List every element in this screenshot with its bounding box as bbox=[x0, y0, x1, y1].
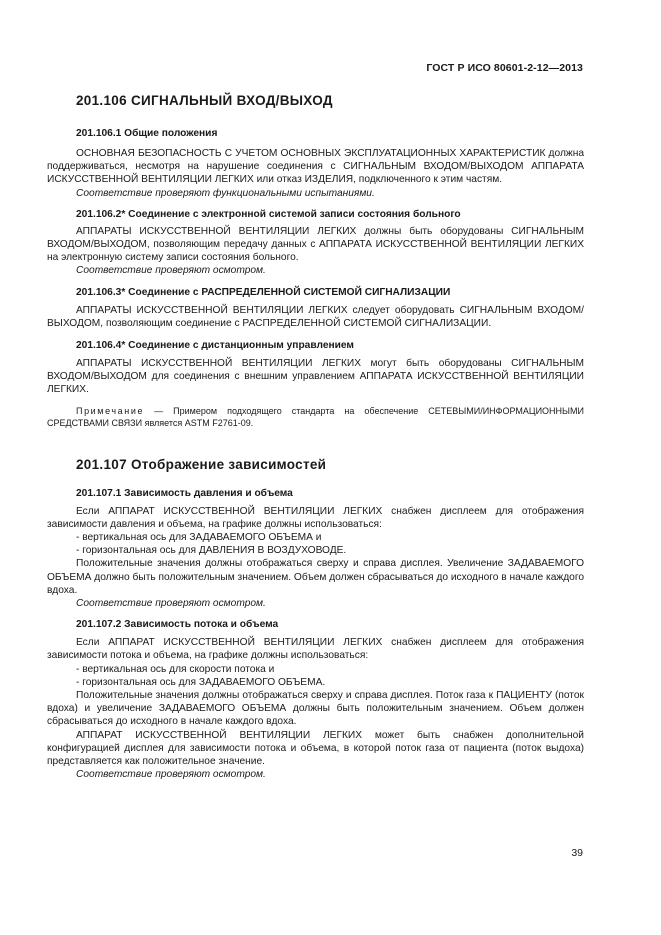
subsection-title-201-106-1: 201.106.1 Общие положения bbox=[76, 128, 218, 139]
list-item: - горизонтальная ось для ДАВЛЕНИЯ В ВОЗДУХОВОДЕ. bbox=[76, 545, 347, 557]
paragraph: Положительные значения должны отображаться сверху и справа дисплея. Поток газа к ПАЦИЕНТУ (поток вдоха) и увеличение ЗАДАВАЕМОГО ОБЪЕМА должны быть положительным значением. Объем должен сбрасываться до исходного в начале каждого вдоха. bbox=[47, 690, 584, 728]
subsection-title-201-107-1: 201.107.1 Зависимость давления и объема bbox=[76, 487, 293, 499]
list-item: - вертикальная ось для скорости потока и bbox=[76, 663, 275, 675]
paragraph: АППАРАТЫ ИСКУССТВЕННОЙ ВЕНТИЛЯЦИИ ЛЕГКИХ могут быть оборудованы СИГНАЛЬНЫМ ВХОДОМ/ВЫХОДОМ для соединения с внешним управлением АППАРАТА ИСКУССТВЕННОЙ ВЕНТИЛЯЦИИ ЛЕГКИХ. bbox=[47, 358, 584, 396]
subsection-title-201-106-2: 201.106.2* Соединение с электронной системой записи состояния больного bbox=[76, 208, 461, 220]
paragraph: АППАРАТЫ ИСКУССТВЕННОЙ ВЕНТИЛЯЦИИ ЛЕГКИХ следует оборудовать СИГНАЛЬНЫМ ВХОДОМ/ВЫХОДОМ, позволяющим соединение с РАСПРЕДЕЛЕННОЙ СИСТЕМОЙ СИГНАЛИЗАЦИИ. bbox=[47, 304, 584, 329]
section-title-201-106: 201.106 СИГНАЛЬНЫЙ ВХОД/ВЫХОД bbox=[76, 93, 333, 108]
subsection-title-201-107-2: 201.107.2 Зависимость потока и объема bbox=[76, 619, 279, 631]
paragraph: АППАРАТЫ ИСКУССТВЕННОЙ ВЕНТИЛЯЦИИ ЛЕГКИХ должны быть оборудованы СИГНАЛЬНЫМ ВХОДОМ/ВЫХОДОМ, позволяющим передачу данных с АППАРАТА ИСКУССТВЕННОЙ ВЕНТИЛЯЦИИ ЛЕГКИХ на электронную систему записи состояния больного. bbox=[47, 225, 584, 264]
paragraph: Положительные значения должны отображаться сверху и справа дисплея. Увеличение ЗАДАВАЕМОГО ОБЪЕМА должно быть положительным значением. Объем должен сбрасываться до исходного в начале каждого вдоха. bbox=[47, 558, 584, 596]
paragraph: ОСНОВНАЯ БЕЗОПАСНОСТЬ С УЧЕТОМ ОСНОВНЫХ ЭКСПЛУАТАЦИОННЫХ ХАРАКТЕРИСТИК должна поддерживаться, несмотря на нарушение соединения с СИГНАЛЬНЫМ ВХОДОМ/ВЫХОДОМ АППАРАТА ИСКУССТВЕННОЙ ВЕНТИЛЯЦИИ ЛЕГКИХ или отказ ИЗДЕЛИЯ, подключенного к этим частям. bbox=[47, 148, 584, 186]
compliance-check: Соответствие проверяют осмотром. bbox=[76, 265, 266, 277]
document-header: ГОСТ Р ИСО 80601-2-12—2013 bbox=[426, 62, 583, 74]
section-title-201-107: 201.107 Отображение зависимостей bbox=[76, 456, 327, 472]
paragraph: Если АППАРАТ ИСКУССТВЕННОЙ ВЕНТИЛЯЦИИ ЛЕГКИХ снабжен дисплеем для отображения зависимости потока и объема, на графике должны использоваться: bbox=[47, 637, 584, 662]
subsection-title-201-106-4: 201.106.4* Соединение с дистанционным управлением bbox=[76, 340, 354, 352]
note-text: — Примером подходящего стандарта на обеспечение СЕТЕВЫМИ/ИНФОРМАЦИОННЫМИ СРЕДСТВАМИ СВЯЗИ является ASTM F2761-09. bbox=[47, 405, 584, 428]
list-item: - вертикальная ось для ЗАДАВАЕМОГО ОБЪЕМА и bbox=[76, 532, 322, 544]
list-item: - горизонтальная ось для ЗАДАВАЕМОГО ОБЪЕМА. bbox=[76, 676, 326, 688]
paragraph: Если АППАРАТ ИСКУССТВЕННОЙ ВЕНТИЛЯЦИИ ЛЕГКИХ снабжен дисплеем для отображения зависимости давления и объема, на графике должны использоваться: bbox=[47, 505, 584, 530]
note-label: Примечание bbox=[76, 405, 145, 416]
compliance-check: Соответствие проверяют функциональными испытаниями. bbox=[76, 187, 375, 199]
subsection-title-201-106-3: 201.106.3* Соединение с РАСПРЕДЕЛЕННОЙ СИСТЕМОЙ СИГНАЛИЗАЦИИ bbox=[76, 286, 451, 298]
page-content bbox=[47, 93, 584, 782]
compliance-check: Соответствие проверяют осмотром. bbox=[76, 598, 266, 610]
paragraph: АППАРАТ ИСКУССТВЕННОЙ ВЕНТИЛЯЦИИ ЛЕГКИХ может быть снабжен дополнительной конфигурацией дисплея для зависимости потока и объема, в которой поток газа от пациента (поток выдоха) представляется как положительное значение. bbox=[47, 729, 584, 768]
page-number: 39 bbox=[571, 847, 583, 859]
compliance-check: Соответствие проверяют осмотром. bbox=[76, 769, 266, 781]
note bbox=[47, 405, 584, 429]
